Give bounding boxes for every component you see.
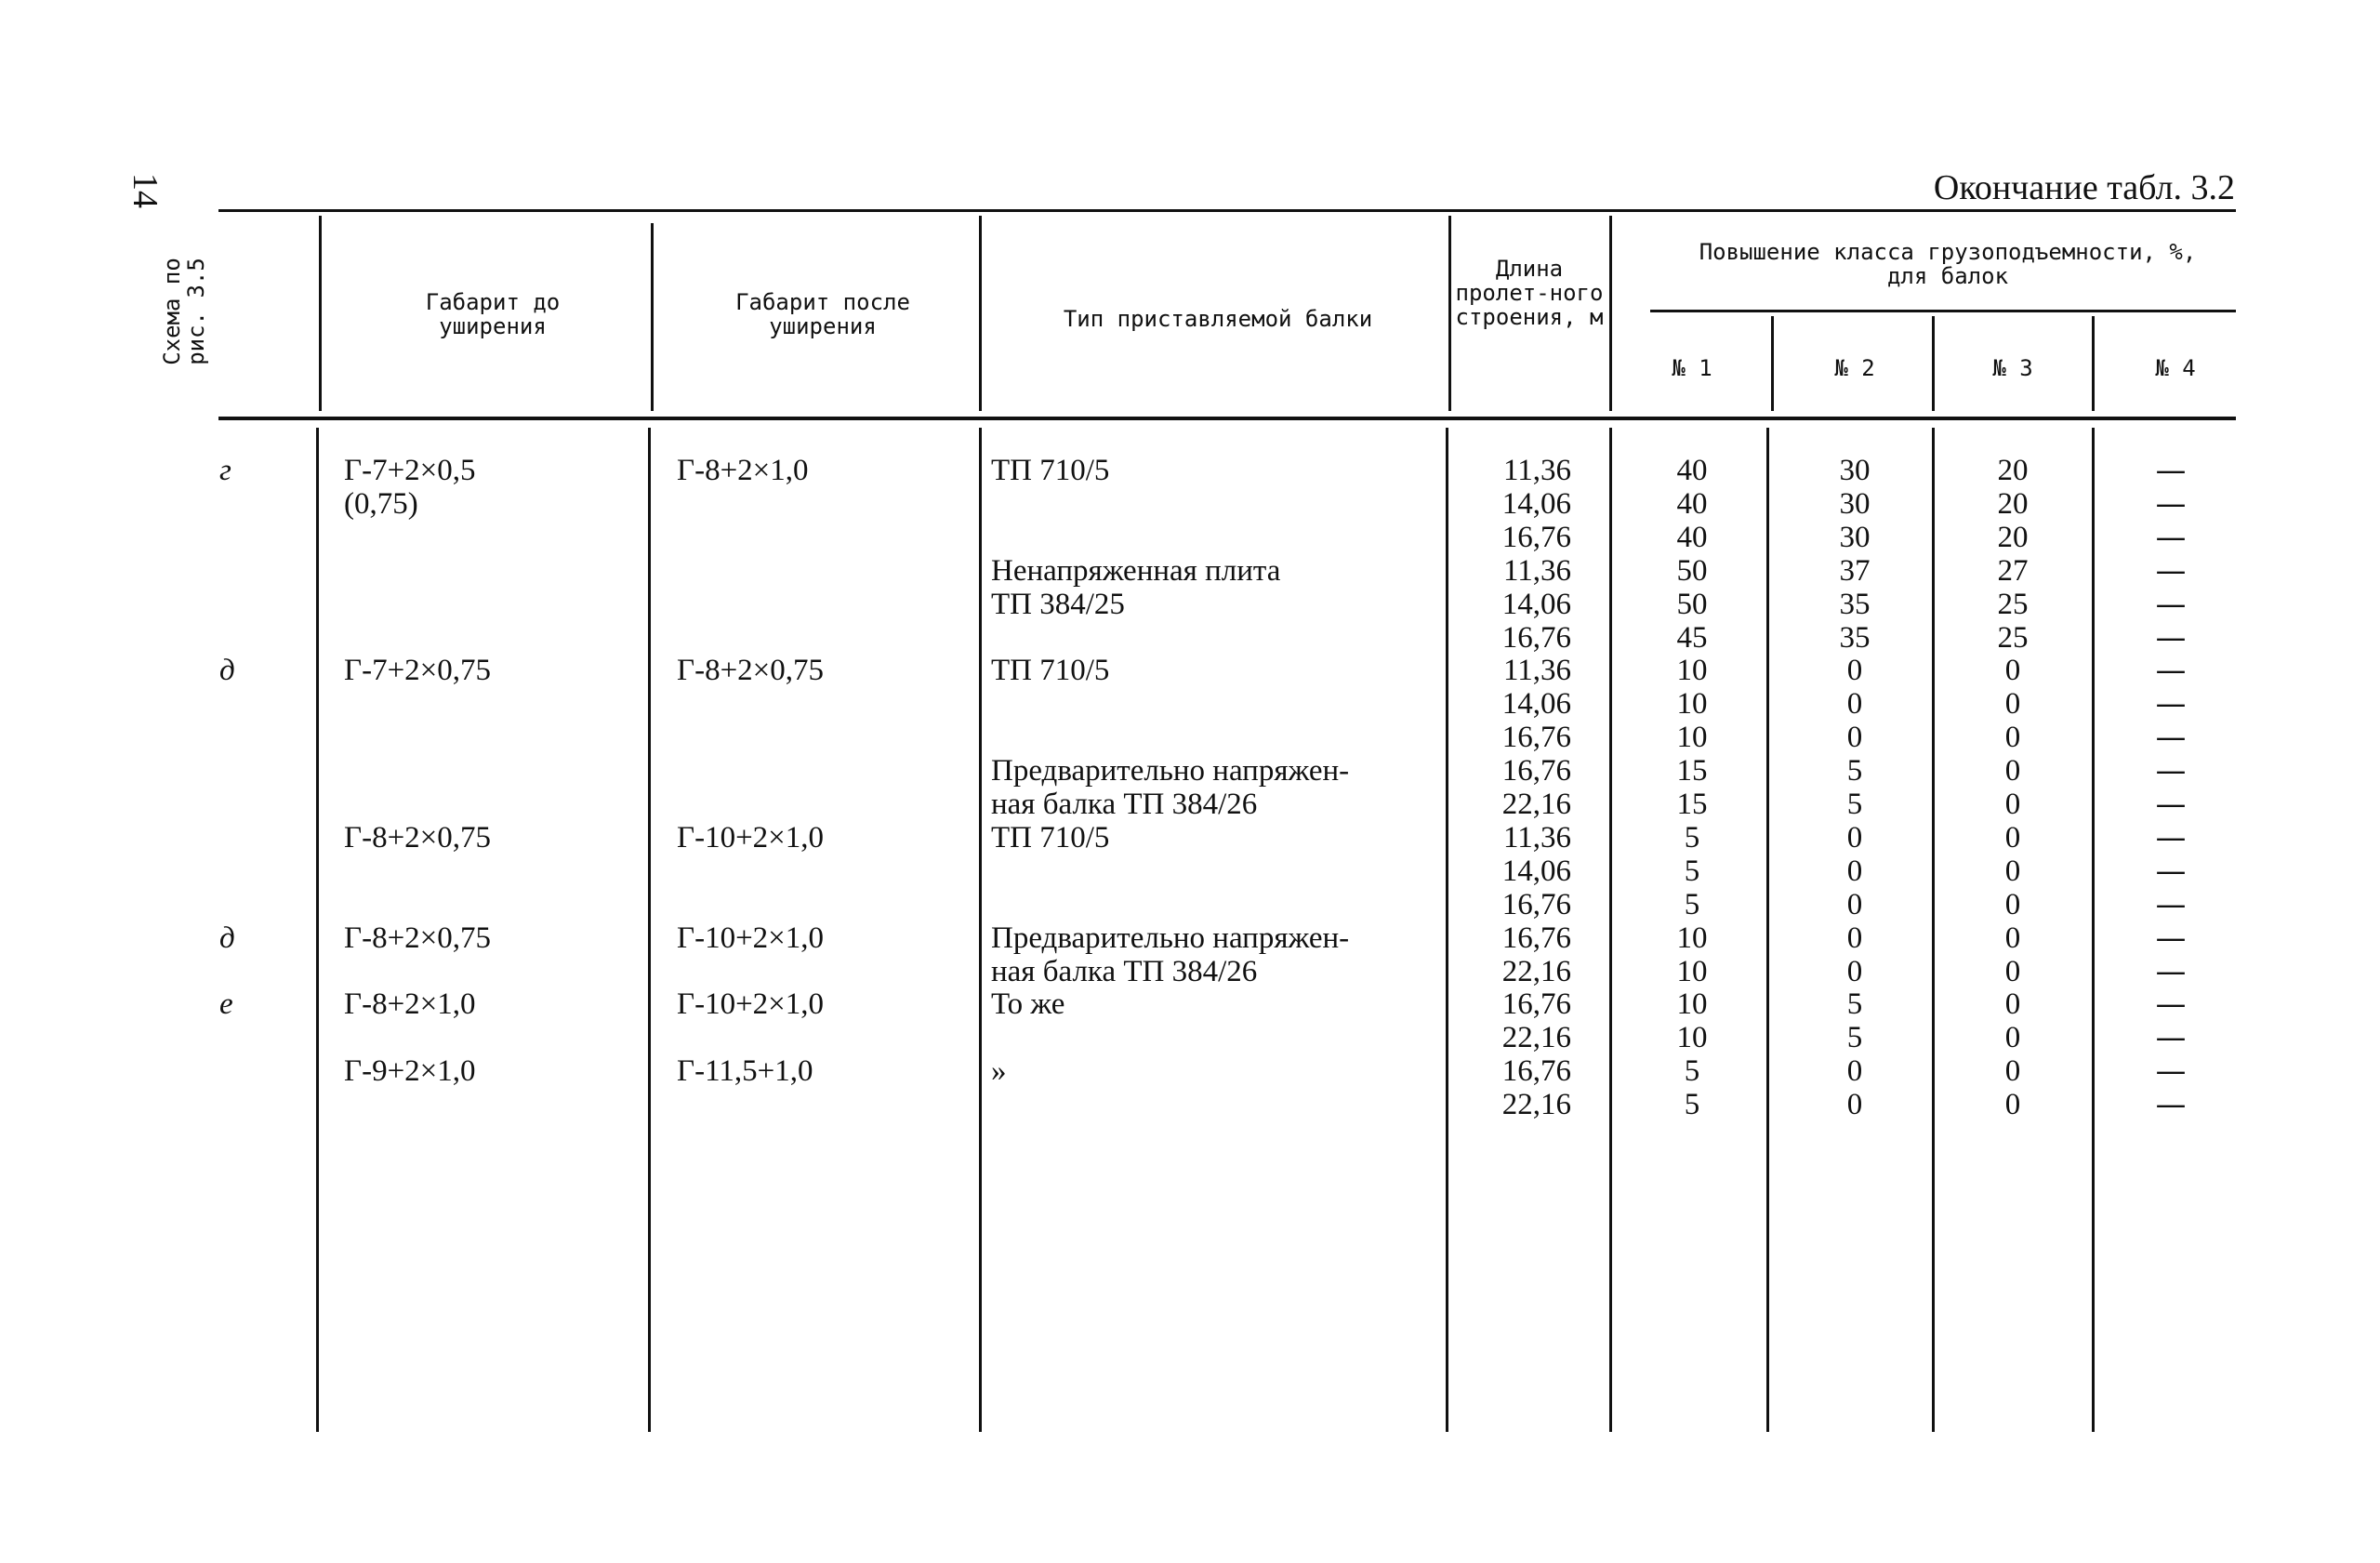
gabarit-after: Г-10+2×1,0 [677,987,825,1022]
beam-type: Предварительно напряжен- ная балка ТП 384/26 [991,921,1350,988]
beam-2-value: 0 [1846,887,1863,921]
beam-2-value: 5 [1846,1021,1863,1055]
header-gabarit-after: Габарит после уширения [735,289,910,339]
gabarit-after: Г-10+2×1,0 [677,921,825,955]
span-length-value: 11,36 [1502,454,1571,487]
beam-2-value: 5 [1846,788,1863,821]
beam-1-value: 50 [1676,587,1708,621]
beam-3-value: 27 [1997,553,2029,588]
span-length-value: 22,16 [1501,1021,1571,1055]
span-length-value: 14,06 [1501,687,1571,722]
header-separator [979,216,982,411]
beam-4-value: — [2155,551,2187,589]
beam-4-value: — [2155,652,2187,689]
subheader-rule [1650,310,2236,312]
beam-3-value: 20 [1997,520,2029,554]
beam-1-value: 15 [1676,788,1708,821]
beam-3-value: 25 [1997,620,2029,655]
beam-1-value: 50 [1676,553,1708,588]
beam-type: ТП 710/5 [991,820,1110,854]
beam-2-value: 30 [1839,486,1871,521]
gabarit-after: Г-11,5+1,0 [677,1054,813,1089]
beam-1-value: 10 [1676,654,1708,688]
body-separator [2092,428,2095,1432]
header-separator [2092,316,2095,411]
schema-label: г [219,454,231,487]
header-separator [651,223,654,411]
beam-3-value: 0 [2004,754,2021,788]
body-separator [1766,428,1769,1432]
beam-2-value: 0 [1846,820,1863,854]
beam-4-value: — [2155,952,2187,989]
beam-2-value: 0 [1846,954,1863,988]
body-separator [316,428,319,1432]
schema-label: е [219,987,233,1022]
beam-type: То же [991,987,1065,1022]
header-separator [1609,216,1612,411]
beam-3-value: 0 [2004,987,2021,1022]
span-length-value: 16,76 [1501,987,1571,1022]
beam-2-value: 0 [1846,721,1863,755]
span-length-value: 14,06 [1501,486,1571,521]
beam-3-value: 0 [2004,687,2021,722]
beam-4-value: — [2155,685,2187,722]
beam-3-value: 0 [2004,887,2021,921]
beam-1-value: 10 [1676,1021,1708,1055]
span-length-value: 16,76 [1501,721,1571,755]
beam-1-value: 5 [1684,1054,1700,1089]
body-separator [1609,428,1612,1432]
span-length-value: 16,76 [1501,921,1571,955]
header-span-length: Длина пролет-ного строения, м [1455,256,1604,330]
span-length-value: 11,36 [1502,553,1571,588]
span-length-value: 14,06 [1501,587,1571,621]
beam-4-value: — [2155,484,2187,522]
span-length-value: 22,16 [1501,1088,1571,1122]
header-separator [319,216,322,411]
beam-3-value: 0 [2004,1021,2021,1055]
span-length-value: 16,76 [1501,887,1571,921]
beam-3-value: 20 [1997,486,2029,521]
body-separator [1932,428,1935,1432]
beam-type: Предварительно напряжен- ная балка ТП 384/26 [991,754,1350,822]
beam-2-value: 0 [1846,921,1863,955]
beam-3-value: 0 [2004,954,2021,988]
beam-1-value: 40 [1676,486,1708,521]
gabarit-before: Г-8+2×0,75 [344,921,492,955]
beam-1-value: 5 [1684,854,1700,888]
beam-4-value: — [2155,919,2187,956]
header-separator [1771,316,1774,411]
beam-2-value: 35 [1839,587,1871,621]
beam-4-value: — [2155,618,2187,656]
beam-1-value: 10 [1676,687,1708,722]
header-beam-2: № 2 [1834,355,1875,381]
beam-3-value: 0 [2004,921,2021,955]
beam-3-value: 25 [1997,587,2029,621]
span-length-value: 14,06 [1501,854,1571,888]
gabarit-before: Г-9+2×1,0 [344,1054,476,1089]
beam-1-value: 5 [1684,820,1700,854]
span-length-value: 16,76 [1501,754,1571,788]
gabarit-after: Г-8+2×0,75 [677,654,825,688]
beam-1-value: 40 [1676,520,1708,554]
beam-4-value: — [2155,852,2187,889]
beam-type: » [991,1054,1007,1089]
beam-2-value: 30 [1839,454,1871,487]
beam-3-value: 0 [2004,721,2021,755]
body-separator [648,428,651,1432]
beam-4-value: — [2155,885,2187,922]
beam-1-value: 40 [1676,454,1708,487]
gabarit-after: Г-8+2×1,0 [677,454,809,487]
gabarit-before: Г-8+2×0,75 [344,820,492,854]
beam-4-value: — [2155,818,2187,855]
header-schema: Схема по рис. 3.5 [159,258,209,365]
table-top-rule [218,209,2236,212]
beam-3-value: 20 [1997,454,2029,487]
beam-2-value: 5 [1846,987,1863,1022]
beam-1-value: 10 [1676,721,1708,755]
beam-4-value: — [2155,585,2187,622]
beam-2-value: 0 [1846,1088,1863,1122]
beam-4-value: — [2155,986,2187,1023]
beam-2-value: 0 [1846,687,1863,722]
beam-4-value: — [2155,452,2187,488]
span-length-value: 22,16 [1501,788,1571,821]
gabarit-before: Г-7+2×0,75 [344,654,492,688]
span-length-value: 16,76 [1501,520,1571,554]
beam-3-value: 0 [2004,1054,2021,1089]
beam-4-value: — [2155,752,2187,789]
body-separator [1446,428,1448,1432]
beam-1-value: 10 [1676,954,1708,988]
beam-type: ТП 710/5 [991,454,1110,487]
beam-3-value: 0 [2004,854,2021,888]
header-separator [1448,216,1451,411]
header-beam-type: Тип приставляемой балки [1063,306,1373,332]
beam-4-value: — [2155,786,2187,822]
beam-type: Ненапряженная плита ТП 384/25 [991,553,1281,621]
schema-label: д [219,654,235,688]
beam-1-value: 5 [1684,1088,1700,1122]
span-length-value: 11,36 [1502,654,1571,688]
beam-4-value: — [2155,1086,2187,1123]
beam-2-value: 30 [1839,520,1871,554]
beam-4-value: — [2155,719,2187,756]
span-length-value: 16,76 [1501,620,1571,655]
beam-2-value: 5 [1846,754,1863,788]
table-caption: Окончание табл. 3.2 [1933,168,2235,207]
beam-4-value: — [2155,518,2187,555]
beam-4-value: — [2155,1053,2187,1090]
header-separator [1932,316,1935,411]
beam-2-value: 0 [1846,854,1863,888]
gabarit-after: Г-10+2×1,0 [677,820,825,854]
beam-1-value: 10 [1676,921,1708,955]
beam-2-value: 0 [1846,654,1863,688]
header-gabarit-before: Габарит до уширения [425,289,561,339]
schema-label: д [219,921,235,955]
beam-3-value: 0 [2004,1088,2021,1122]
beam-3-value: 0 [2004,820,2021,854]
beam-2-value: 0 [1846,1054,1863,1089]
beam-3-value: 0 [2004,788,2021,821]
beam-1-value: 10 [1676,987,1708,1022]
header-beam-4: № 4 [2155,355,2196,381]
header-increase: Повышение класса грузоподъемности, %, для балок [1699,239,2197,289]
beam-3-value: 0 [2004,654,2021,688]
header-bottom-rule [218,417,2236,420]
header-beam-3: № 3 [1992,355,2033,381]
beam-2-value: 37 [1839,553,1871,588]
header-beam-1: № 1 [1672,355,1712,381]
beam-1-value: 15 [1676,754,1708,788]
body-separator [979,428,982,1432]
beam-4-value: — [2155,1019,2187,1056]
beam-1-value: 45 [1676,620,1708,655]
gabarit-before: Г-8+2×1,0 [344,987,476,1022]
span-length-value: 11,36 [1502,820,1571,854]
beam-1-value: 5 [1684,887,1700,921]
beam-2-value: 35 [1839,620,1871,655]
page-number: 14 [126,173,165,208]
beam-type: ТП 710/5 [991,654,1110,688]
gabarit-before: Г-7+2×0,5 (0,75) [344,454,476,521]
span-length-value: 22,16 [1501,954,1571,988]
span-length-value: 16,76 [1501,1054,1571,1089]
